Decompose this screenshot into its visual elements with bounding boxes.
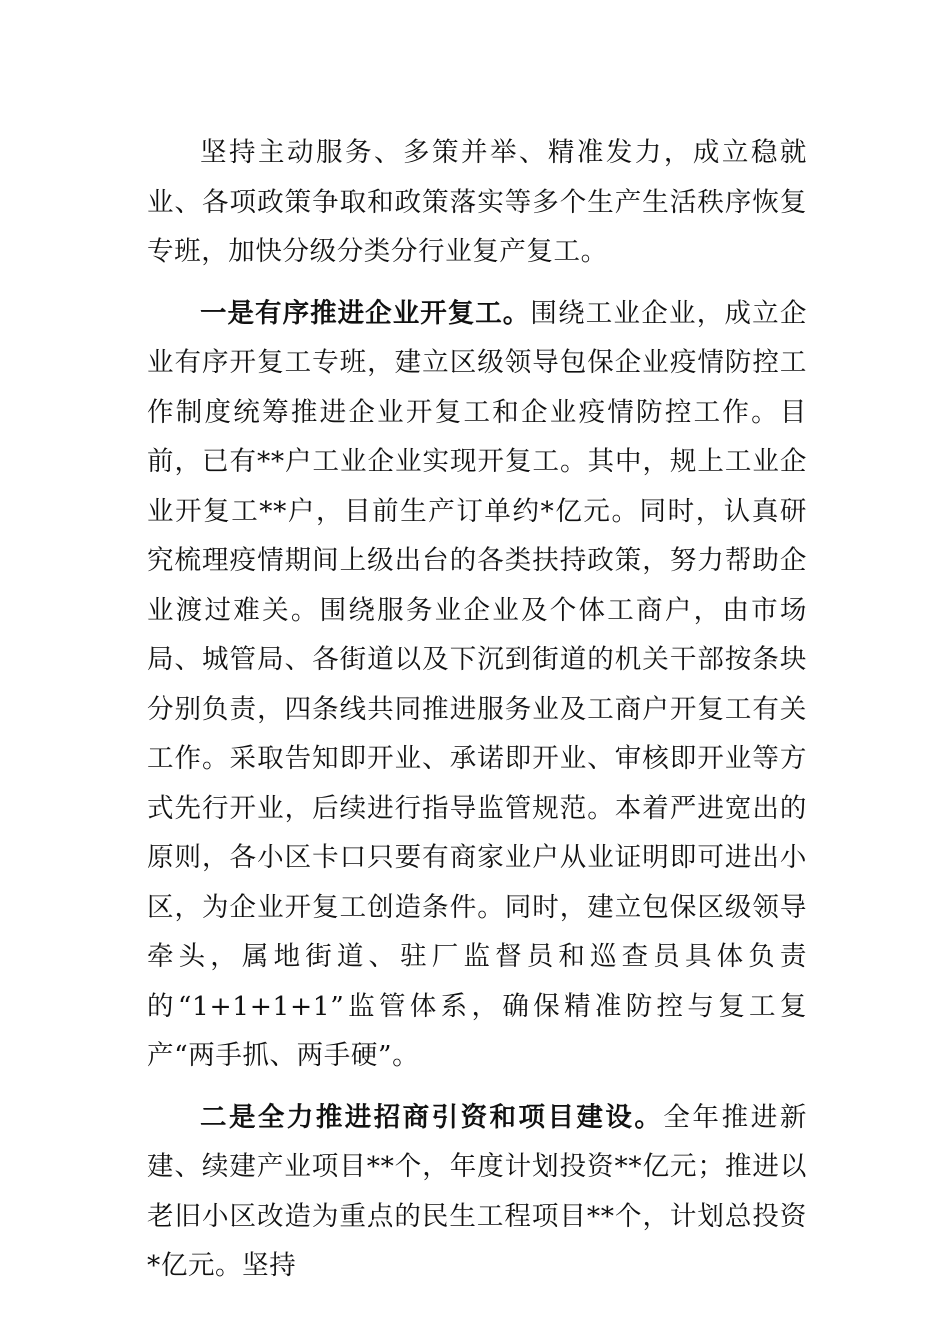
document-body bbox=[147, 128, 807, 1291]
paragraph-investment-projects bbox=[147, 1093, 807, 1291]
paragraph-investment-projects-heading: 二是全力推进招商引资和项目建设。 bbox=[200, 1101, 664, 1133]
paragraph-enterprise-reopening-heading: 一是有序推进企业开复工。 bbox=[200, 297, 531, 329]
paragraph-intro bbox=[147, 128, 807, 277]
paragraph-enterprise-reopening bbox=[147, 289, 807, 1081]
paragraph-enterprise-reopening-text: 围绕工业企业，成立企业有序开复工专班，建立区级领导包保企业疫情防控工作制度统筹推进企业开复工和企业疫情防控工作。目前，已有**户工业企业实现开复工。其中，规上工业企业开复工**户，目前生产订单约*亿元。同时，认真研究梳理疫情期间上级出台的各类扶持政策，努力帮助企业渡过难关。围绕服务业企业及个体工商户，由市场局、城管局、各街道以及下沉到街道的机关干部按条块分别负责，四条线共同推进服务业及工商户开复工有关工作。采取告知即开业、承诺即开业、审核即开业等方式先行开业，后续进行指导监管规范。本着严进宽出的原则，各小区卡口只要有商家业户从业证明即可进出小区，为企业开复工创造条件。同时，建立包保区级领导牵头，属地街道、驻厂监督员和巡查员具体负责的“1+1+1+1”监管体系，确保精准防控与复工复产“两手抓、两手硬”。 bbox=[147, 297, 807, 1071]
paragraph-investment-projects-text: 全年推进新建、续建产业项目**个，年度计划投资**亿元；推进以老旧小区改造为重点的民生工程项目**个，计划总投资*亿元。坚持 bbox=[147, 1101, 807, 1281]
paragraph-intro-text: 坚持主动服务、多策并举、精准发力，成立稳就业、各项政策争取和政策落实等多个生产生活秩序恢复专班，加快分级分类分行业复产复工。 bbox=[147, 137, 807, 267]
